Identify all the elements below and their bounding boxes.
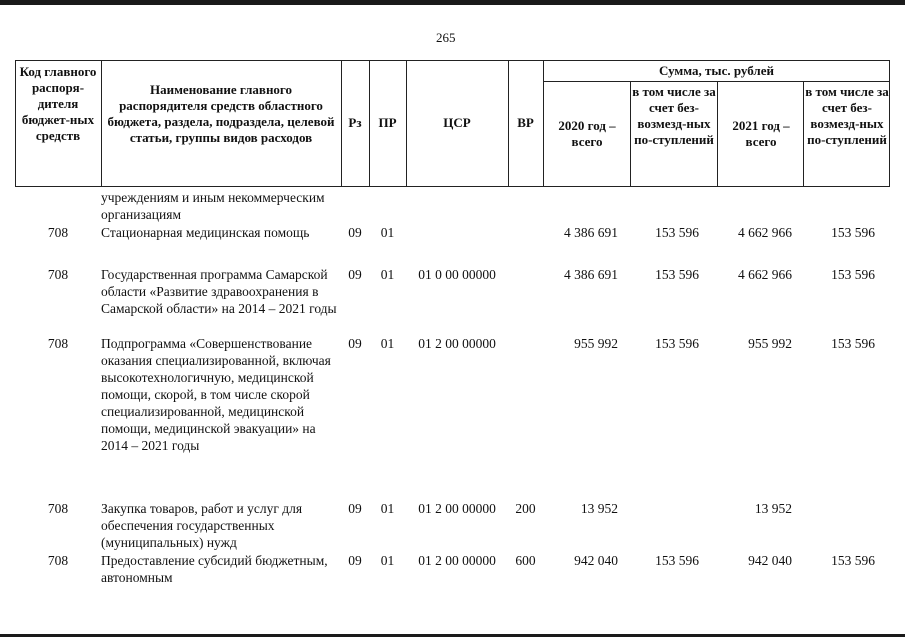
row-free-2021: 153 596 xyxy=(831,225,875,240)
row-csr: 01 2 00 00000 xyxy=(418,336,496,351)
row-pr: 01 xyxy=(380,225,395,240)
row-csr: 01 2 00 00000 xyxy=(418,553,496,568)
header-bottom-line xyxy=(15,186,890,187)
row-free-2021: 153 596 xyxy=(831,553,875,568)
header-vr: ВР xyxy=(517,115,534,130)
row-name: Подпрограмма «Совершенствование оказания специализированной, включая высокотехнологичную, медицинской помощи, скорой, в том числе скорой специализированной, медицинской помощи, медицинской эвакуации» на 2014 – 2021 годы xyxy=(101,336,331,453)
row-pr: 01 xyxy=(380,501,395,516)
row-sum-2020: 4 386 691 xyxy=(564,267,618,282)
row-pr: 01 xyxy=(380,267,395,282)
row-free-2020: 153 596 xyxy=(655,225,699,240)
row-free-2020: 153 596 xyxy=(655,336,699,351)
row-sum-2021: 955 992 xyxy=(748,336,792,351)
row-vr: 200 xyxy=(515,501,536,516)
row-name: Закупка товаров, работ и услуг для обеспечения государственных (муниципальных) нужд xyxy=(101,501,303,550)
row-sum-2021: 942 040 xyxy=(748,553,792,568)
row-vr: 600 xyxy=(515,553,536,568)
bottom-border xyxy=(0,634,905,637)
row-sum-2021: 4 662 966 xyxy=(738,225,792,240)
row-free-2020: 153 596 xyxy=(655,553,699,568)
row-sum-2021: 4 662 966 xyxy=(738,267,792,282)
row-code: 708 xyxy=(47,225,69,240)
header-top-line xyxy=(15,60,890,61)
row-code: 708 xyxy=(47,267,69,282)
header-code: Код главного распоря-дителя бюджет-ных средств xyxy=(19,64,97,143)
header-pr: ПР xyxy=(378,115,397,130)
table-header xyxy=(15,60,890,187)
row-sum-2020: 942 040 xyxy=(574,553,618,568)
row-free-2021: 153 596 xyxy=(831,267,875,282)
col-line xyxy=(717,81,718,187)
row-code: 708 xyxy=(47,336,69,351)
row-rz: 09 xyxy=(348,501,362,516)
row-free-2021: 153 596 xyxy=(831,336,875,351)
row-csr: 01 0 00 00000 xyxy=(418,267,496,282)
row-name: Государственная программа Самарской области «Развитие здравоохранения в Самарской области» на 2014 – 2021 годы xyxy=(101,267,337,316)
header-2020-free: в том числе за счет без-возмезд-ных по-ступлений xyxy=(632,84,716,147)
row-free-2020: 153 596 xyxy=(655,267,699,282)
header-name: Наименование главного распорядителя средств областного бюджета, раздела, подраздела, целевой статьи, группы видов расходов xyxy=(107,82,335,145)
row-pr: 01 xyxy=(380,553,395,568)
header-rz: Рз xyxy=(348,115,362,130)
row-sum-2021: 13 952 xyxy=(754,501,792,516)
row-code: 708 xyxy=(47,553,69,568)
row-rz: 09 xyxy=(348,225,362,240)
col-line xyxy=(543,60,544,187)
row-pr: 01 xyxy=(380,336,395,351)
row-sum-2020: 4 386 691 xyxy=(564,225,618,240)
row-sum-2020: 13 952 xyxy=(580,501,618,516)
row-code: 708 xyxy=(47,501,69,516)
header-sum: Сумма, тыс. рублей xyxy=(659,63,774,78)
header-2021-free: в том числе за счет без-возмезд-ных по-ступлений xyxy=(805,84,889,147)
row-csr: 01 2 00 00000 xyxy=(418,501,496,516)
row-rz: 09 xyxy=(348,553,362,568)
row-name: Предоставление субсидий бюджетным, автономным xyxy=(101,553,328,585)
col-line xyxy=(15,60,16,187)
col-line xyxy=(889,60,890,187)
row-rz: 09 xyxy=(348,267,362,282)
page-number: 265 xyxy=(436,30,456,45)
header-2020-total: 2020 год – всего xyxy=(558,118,616,149)
top-border xyxy=(0,0,905,5)
col-line xyxy=(630,81,631,187)
row-rz: 09 xyxy=(348,336,362,351)
header-csr: ЦСР xyxy=(443,115,471,130)
header-2021-total: 2021 год – всего xyxy=(732,118,790,149)
row-name: Стационарная медицинская помощь xyxy=(101,225,310,240)
col-line xyxy=(803,81,804,187)
row-name: учреждениям и иным некоммерческим организациям xyxy=(101,190,325,222)
row-sum-2020: 955 992 xyxy=(574,336,618,351)
col-line xyxy=(101,60,102,187)
